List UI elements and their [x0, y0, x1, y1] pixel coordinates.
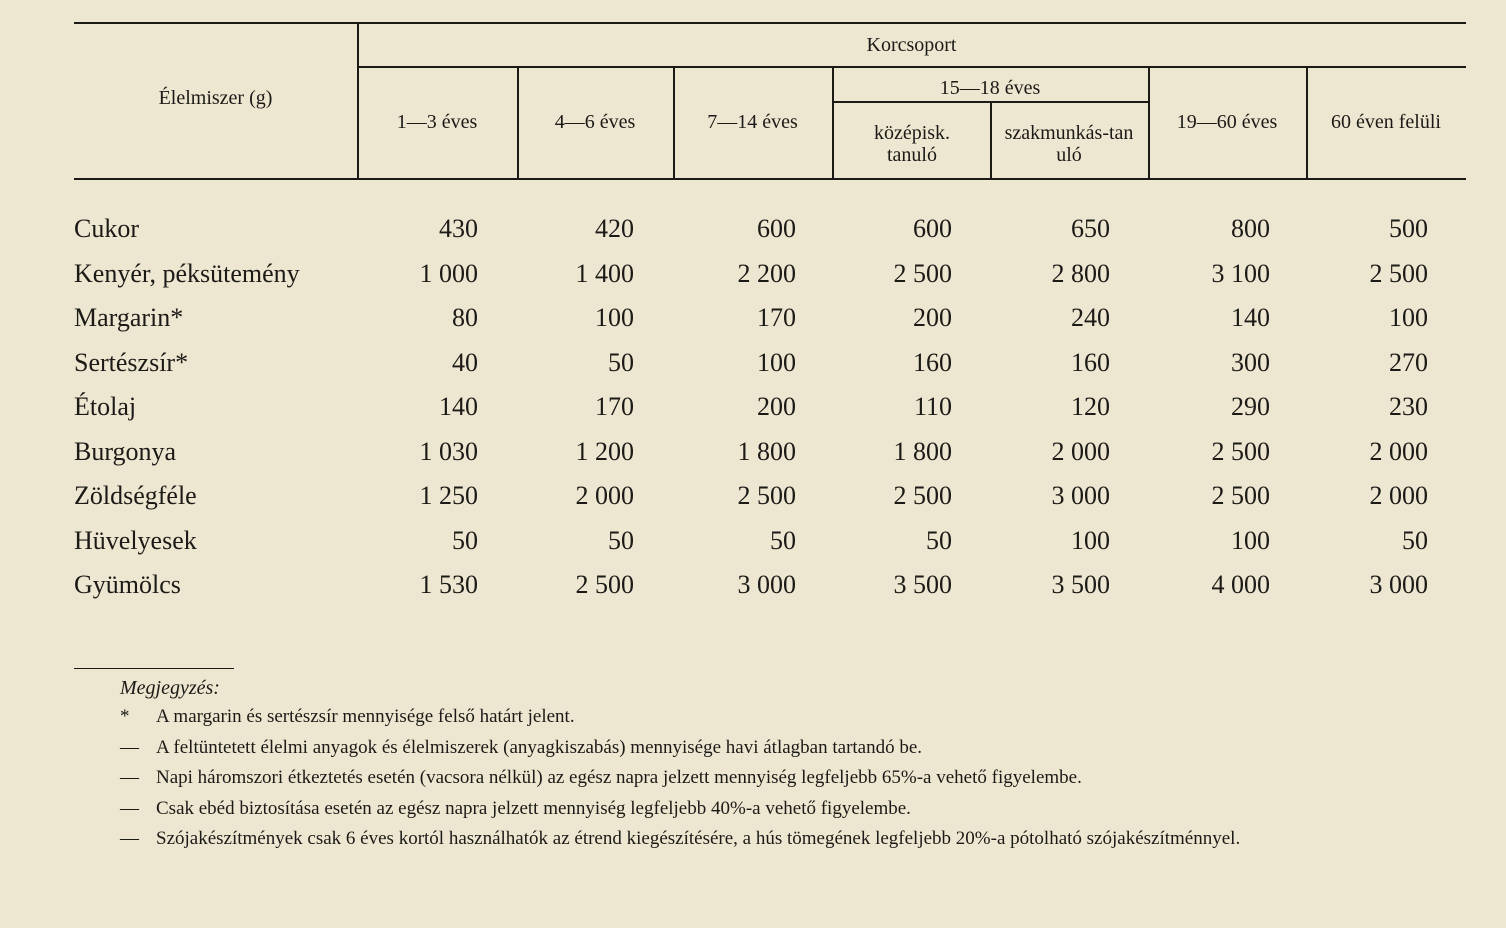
table-cell: 50 [608, 526, 634, 555]
note-text: Csak ebéd biztosítása esetén az egész napra jelzett mennyiség legfeljebb 40%-a vehető figyelembe. [156, 798, 911, 819]
table-cell: 80 [452, 303, 478, 332]
column-header: 19—60 éves [1176, 111, 1278, 133]
table-cell: 2 500 [737, 481, 796, 510]
table-cell: 50 [1402, 526, 1428, 555]
note-text: Napi háromszori étkeztetés esetén (vacsora nélkül) az egész napra jelzett mennyiség legfeljebb 65%-a vehető figyelembe. [156, 767, 1082, 788]
table-cell: 40 [452, 348, 478, 377]
note-item [120, 767, 1082, 789]
table-cell: 50 [926, 526, 952, 555]
table-cell: 1 200 [575, 437, 634, 466]
table-cell: 1 800 [893, 437, 952, 466]
note-item [120, 706, 575, 728]
note-bullet: * [120, 706, 130, 727]
row-label: Gyümölcs [74, 570, 181, 599]
table-cell: 160 [1071, 348, 1110, 377]
table-cell: 800 [1231, 214, 1270, 243]
table-cell: 1 800 [737, 437, 796, 466]
header-bottom-rule [74, 178, 1466, 180]
table-cell: 1 000 [419, 259, 478, 288]
table-cell: 3 100 [1211, 259, 1270, 288]
table-cell: 2 500 [893, 481, 952, 510]
row-label: Cukor [74, 214, 139, 243]
row-label: Étolaj [74, 392, 137, 421]
table-cell: 3 000 [737, 570, 796, 599]
table-cell: 200 [757, 392, 796, 421]
table-cell: 2 500 [1211, 481, 1270, 510]
table-cell: 2 500 [1369, 259, 1428, 288]
column-header: középisk. tanuló [873, 122, 951, 166]
table-cell: 3 500 [893, 570, 952, 599]
table-cell: 290 [1231, 392, 1270, 421]
table-cell: 1 250 [419, 481, 478, 510]
table-cell: 170 [757, 303, 796, 332]
table-cell: 270 [1389, 348, 1428, 377]
table-cell: 3 000 [1051, 481, 1110, 510]
table-cell: 1 030 [419, 437, 478, 466]
note-item [120, 737, 922, 759]
table-cell: 50 [770, 526, 796, 555]
table-cell: 500 [1389, 214, 1428, 243]
table-cell: 240 [1071, 303, 1110, 332]
column-header: 60 éven felüli [1331, 111, 1441, 133]
note-bullet: — [120, 737, 139, 758]
table-cell: 120 [1071, 392, 1110, 421]
table-cell: 2 200 [737, 259, 796, 288]
note-text: A feltüntetett élelmi anyagok és élelmiszerek (anyagkiszabás) mennyisége havi átlagban tartandó be. [156, 737, 923, 758]
table-cell: 2 000 [1369, 437, 1428, 466]
row-label: Margarin* [74, 303, 184, 332]
table-cell: 2 500 [893, 259, 952, 288]
notes-title: Megjegyzés: [120, 677, 220, 699]
table-cell: 160 [913, 348, 952, 377]
footnote-rule [74, 668, 234, 669]
table-cell: 2 800 [1051, 259, 1110, 288]
table-cell: 170 [595, 392, 634, 421]
table-cell: 100 [595, 303, 634, 332]
table-cell: 2 000 [575, 481, 634, 510]
row-label: Zöldségféle [74, 481, 197, 510]
row-label: Burgonya [74, 437, 177, 466]
note-bullet: — [120, 828, 139, 849]
note-bullet: — [120, 767, 139, 788]
table-cell: 600 [757, 214, 796, 243]
table-cell: 600 [913, 214, 952, 243]
column-divider [990, 101, 992, 180]
table-cell: 200 [913, 303, 952, 332]
column-header: 7—14 éves [707, 111, 798, 133]
table-cell: 100 [1389, 303, 1428, 332]
table-cell: 430 [439, 214, 478, 243]
note-item [120, 798, 911, 820]
column-header: 1—3 éves [396, 111, 478, 133]
row-label: Sertészsír* [74, 348, 189, 377]
table-cell: 420 [595, 214, 634, 243]
table-cell: 2 000 [1369, 481, 1428, 510]
table-cell: 100 [1231, 526, 1270, 555]
note-item [120, 828, 1240, 850]
table-cell: 4 000 [1211, 570, 1270, 599]
row-label: Hüvelyesek [74, 526, 197, 555]
table-cell: 230 [1389, 392, 1428, 421]
table-top-rule [74, 22, 1466, 24]
table-cell: 2 500 [1211, 437, 1270, 466]
table-cell: 50 [452, 526, 478, 555]
group-header-rule [357, 66, 1466, 68]
table-cell: 3 000 [1369, 570, 1428, 599]
stub-header: Élelmiszer (g) [158, 87, 273, 109]
table-cell: 140 [439, 392, 478, 421]
table-cell: 1 400 [575, 259, 634, 288]
subgroup-header: 15—18 éves [939, 77, 1041, 99]
table-cell: 50 [608, 348, 634, 377]
group-header: Korcsoport [866, 34, 957, 56]
note-text: Szójakészítmények csak 6 éves kortól használhatók az étrend kiegészítésére, a hús tömegének legfeljebb 20%-a pótolható szójakészítménnyel. [156, 828, 1241, 849]
table-cell: 300 [1231, 348, 1270, 377]
table-cell: 140 [1231, 303, 1270, 332]
table-cell: 3 500 [1051, 570, 1110, 599]
table-cell: 100 [1071, 526, 1110, 555]
row-label: Kenyér, péksütemény [74, 259, 300, 288]
table-cell: 2 000 [1051, 437, 1110, 466]
note-bullet: — [120, 798, 139, 819]
note-text: A margarin és sertészsír mennyisége felső határt jelent. [156, 706, 575, 727]
table-cell: 1 530 [419, 570, 478, 599]
table-cell: 650 [1071, 214, 1110, 243]
table-cell: 2 500 [575, 570, 634, 599]
table-cell: 100 [757, 348, 796, 377]
column-header: 4—6 éves [554, 111, 636, 133]
table-cell: 110 [913, 392, 952, 421]
column-header: szakmunkás-tanuló [1004, 122, 1134, 166]
